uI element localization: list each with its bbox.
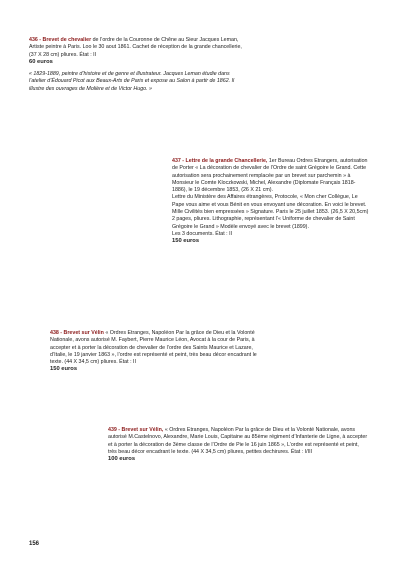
lot-437-price: 150 euros	[172, 238, 200, 245]
lot-436	[29, 37, 247, 93]
lot-437-description-1: 1er Bureau Ordres Etrangers, autorisation de Porter « La décoration de chevalier de l’Ordre de saint Grégoire le Grand. Cette autorisation sera prochainement remplacée par un brevet sur parchemin » à Monsieur le Comte Kloczkowski, Michel, Alexandre (Diplomate Français 1818-1886), le 19 décembre 1853, (26 X 21 cm).	[172, 158, 368, 194]
lot-437-text	[172, 158, 370, 194]
lot-437-title: 437 - Lettre de la grande Chancellerie,	[172, 158, 268, 164]
lot-439-title: 439 - Brevet sur Vélin,	[108, 427, 164, 433]
lot-437-description-3: Les 3 documents. État : II	[172, 230, 233, 237]
lot-438-title: 438 - Brevet sur Vélin	[50, 330, 104, 336]
page-number: 156	[29, 541, 40, 547]
lot-436-text	[29, 37, 247, 59]
lot-437	[172, 158, 370, 246]
lot-438-text	[50, 330, 268, 366]
lot-439-description: « Ordres Etranges, Napoléon Par la grâce de Dieu et la Volonté Nationale, avons autorisé M.Castelnovo, Alexandre, Marie Louis, Capitaine au 85ème régiment d’Infanterie de Ligne, à accepter et à porter la décoration de 3ème classe de l’Ordre de Pie le 16 juin 1865 », L’ordre est représenté et peint, très beau décor encadrant le texte. (44 X 34,5 cm) pliures, petites dechirures. État : I/III	[108, 427, 368, 455]
lot-439	[108, 427, 368, 463]
lot-439-text	[108, 427, 368, 456]
lot-436-price: 60 euros	[29, 58, 53, 65]
lot-436-note: « 1829-1889, peintre d’histoire et de genre et illustrateur. Jacques Leman étudie dans l’atelier d’Édouard Picot aux Beaux-Arts de Paris et expose au Salon à partir de 1862. Il illustre des ouvrages de Molière et de Victor Hugo. »	[29, 71, 235, 92]
lot-437-description-2: Lettre du Ministère des Affaires étrangères, Protocole, « Mon cher Collègue, Le Pape vous aime et vous Bénit en vous envoyant une décoration. En voici le brevet. Mille Civilités bien empressées » Signature. Paris le 25 juillet 1853. (26,5 X 20,5cm) 2 pages, pliures. Lithographie, représentant l’« Uniforme de chevalier de Saint Grégoire le Grand » Modèle envoyé avec le brevet (1899).	[172, 194, 369, 230]
lot-438-description: « Ordres Etranges, Napoléon Par la grâce de Dieu et la Volonté Nationale, avons autorisé M. Faybert, Pierre Maurice Léon, Avocat à la cour de Paris, à accepter et à porter la décoration de chevalier de l’ordre des Saints Maurice et Lazare, d’Italie, le 19 janvier 1863 », l’ordre est représenté et peint, très beau décor encadrant le texte. (44 X 34,5 cm) pliures. État : II	[50, 330, 257, 366]
lot-436-title: 436 - Brevet de chevalier	[29, 37, 92, 43]
lot-439-price: 100 euros	[108, 456, 136, 463]
lot-436-description: de l’ordre de la Couronne de Chêne au Sieur Jacques Leman, Artiste peintre à Paris. Loo le 30 aout 1861. Cachet de réception de la grande chancellerie, (37 X 28 cm) pliures. État : II	[29, 37, 242, 58]
lot-438	[50, 330, 268, 374]
lot-438-price: 150 euros	[50, 366, 78, 373]
